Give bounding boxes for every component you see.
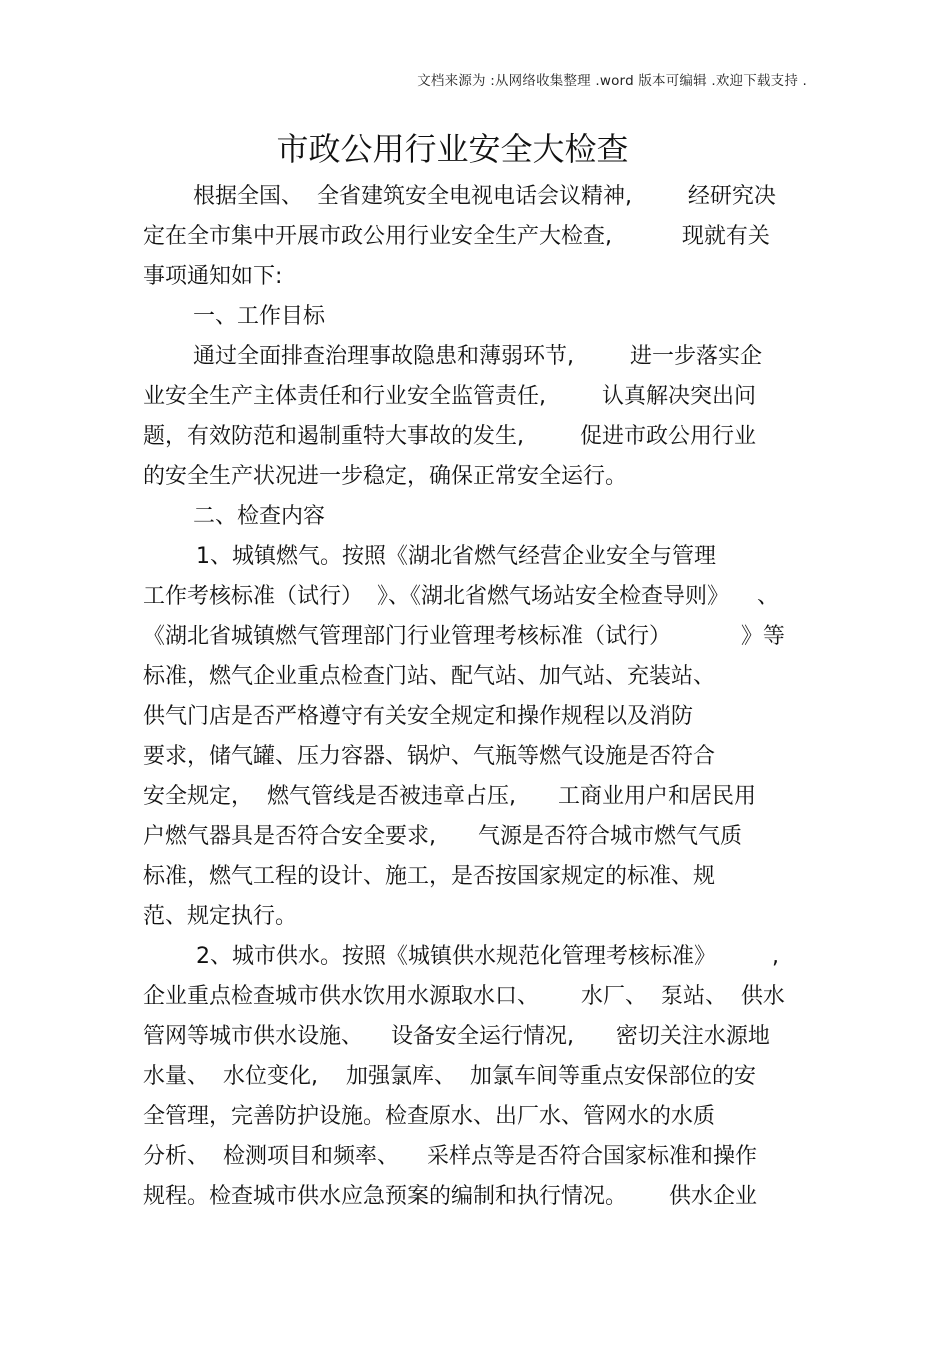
body-line: 企业重点检查城市供水饮用水源取水口、 水厂、 泵站、 供水 bbox=[143, 984, 785, 1009]
body-line: 户燃气器具是否符合安全要求, 气源是否符合城市燃气气质 bbox=[143, 824, 742, 849]
body-line: 要求，储气罐、压力容器、锅炉、气瓶等燃气设施是否符合 bbox=[143, 744, 716, 769]
body-line: 题，有效防范和遏制重特大事故的发生, 促进市政公用行业 bbox=[143, 424, 756, 449]
body-line: 全管理，完善防护设施。检查原水、出厂水、管网水的水质 bbox=[143, 1104, 716, 1129]
body-line: 根据全国、 全省建筑安全电视电话会议精神, 经研究决 bbox=[193, 184, 776, 209]
body-line: 标准，燃气企业重点检查门站、配气站、加气站、充装站、 bbox=[143, 664, 716, 689]
section-heading: 一、工作目标 bbox=[193, 304, 326, 329]
body-line: 事项通知如下: bbox=[143, 264, 283, 289]
body-line: 供气门店是否严格遵守有关安全规定和操作规程以及消防 bbox=[143, 704, 694, 729]
body-line: 的安全生产状况进一步稳定，确保正常安全运行。 bbox=[143, 464, 628, 489]
body-line: 通过全面排查治理事故隐患和薄弱环节, 进一步落实企 bbox=[193, 344, 762, 369]
body-line: 安全规定， 燃气管线是否被违章占压, 工商业用户和居民用 bbox=[143, 784, 756, 809]
body-line: 业安全生产主体责任和行业安全监管责任, 认真解决突出问 bbox=[143, 384, 756, 409]
body-line: 管网等城市供水设施、 设备安全运行情况, 密切关注水源地 bbox=[143, 1024, 770, 1049]
body-line: 范、规定执行。 bbox=[143, 904, 298, 929]
body-line: 2、城市供水。按照《城镇供水规范化管理考核标准》 , bbox=[196, 944, 779, 969]
body-line: 工作考核标准（试行） 》、《湖北省燃气场站安全检查导则》 、 bbox=[143, 584, 779, 609]
section-heading: 二、检查内容 bbox=[193, 504, 326, 529]
body-line: 分析、 检测项目和频率、 采样点等是否符合国家标准和操作 bbox=[143, 1144, 757, 1169]
body-line: 水量、 水位变化, 加强氯库、 加氯车间等重点安保部位的安 bbox=[143, 1064, 756, 1089]
body-line: 《湖北省城镇燃气管理部门行业管理考核标准（试行） 》等 bbox=[143, 624, 785, 649]
body-line: 标准，燃气工程的设计、施工，是否按国家规定的标准、规 bbox=[143, 864, 716, 889]
source-note-header: 文档来源为 :从网络收集整理 .word 版本可编辑 .欢迎下载支持 . bbox=[417, 73, 807, 89]
body-line: 定在全市集中开展市政公用行业安全生产大检查, 现就有关 bbox=[143, 224, 770, 249]
body-line: 1、城镇燃气。按照《湖北省燃气经营企业安全与管理 bbox=[196, 544, 716, 569]
document-title: 市政公用行业安全大检查 bbox=[276, 130, 629, 168]
body-line: 规程。检查城市供水应急预案的编制和执行情况。 供水企业 bbox=[143, 1184, 757, 1209]
